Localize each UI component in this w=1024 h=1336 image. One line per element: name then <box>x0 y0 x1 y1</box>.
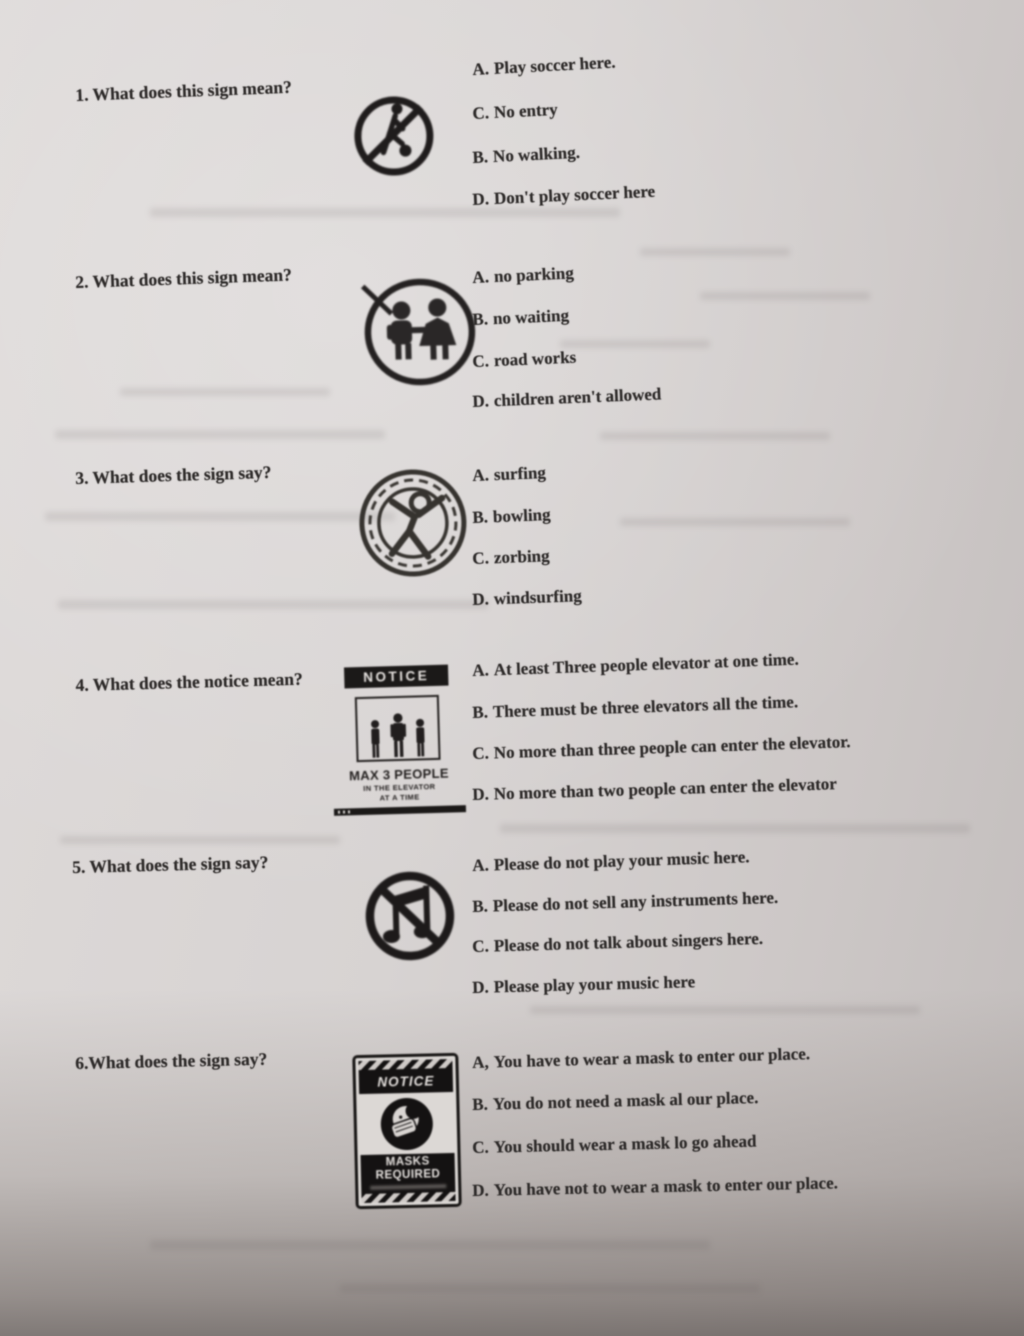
answer-option <box>472 847 750 876</box>
option-text: No walking. <box>492 142 581 166</box>
answer-option <box>472 732 851 764</box>
option-label: A. <box>472 267 490 287</box>
answer-option <box>472 972 695 998</box>
person-silhouette-icon <box>389 713 407 757</box>
answer-option <box>472 143 580 168</box>
zorbing-sign-icon <box>353 463 473 583</box>
answer-option <box>472 53 616 80</box>
max-people-text: MAX 3 PEOPLE <box>348 765 450 784</box>
option-text: You do not need a mask al our place. <box>492 1088 759 1114</box>
answer-option <box>472 586 582 610</box>
question-text: 2. What does this sign mean? <box>75 264 293 292</box>
option-text: road works <box>493 347 577 371</box>
option-label: A. <box>472 660 490 680</box>
answer-option <box>472 546 550 569</box>
option-text: There must be three elevators all the time. <box>492 692 799 722</box>
answer-option <box>472 1173 838 1201</box>
option-label: C. <box>472 103 490 123</box>
elevator-people-box <box>355 695 441 762</box>
option-label: B. <box>472 507 489 527</box>
option-text: No more than three people can enter the elevator. <box>493 732 851 763</box>
option-text: no waiting <box>492 305 570 329</box>
option-label: C. <box>472 548 490 568</box>
option-text: Please do not talk about singers here. <box>493 928 764 956</box>
answer-option <box>472 384 662 412</box>
option-label: A. <box>472 855 490 875</box>
option-text: Please play your music here <box>493 972 696 997</box>
option-label: C. <box>472 743 490 763</box>
no-children-sign <box>361 276 480 394</box>
option-label: D. <box>472 589 490 609</box>
zorbing-sign <box>353 463 473 588</box>
option-label: D. <box>472 977 490 997</box>
option-text: Don't play soccer here <box>493 181 656 209</box>
option-text: Play soccer here. <box>493 52 616 78</box>
answer-option <box>472 650 799 681</box>
no-soccer-sign <box>348 90 439 186</box>
no-music-sign-icon <box>359 865 462 968</box>
option-label: A. <box>472 59 490 79</box>
masks-required-band <box>361 1153 456 1194</box>
option-text: zorbing <box>493 546 550 568</box>
option-label: B. <box>472 309 489 329</box>
no-soccer-sign-icon <box>348 90 439 181</box>
no-children-sign-icon <box>361 276 480 389</box>
option-label: B. <box>472 147 489 167</box>
fine-print-smudge <box>371 1184 446 1190</box>
answer-option <box>472 182 656 210</box>
option-label: B. <box>472 702 489 722</box>
question-text: 4. What does the notice mean? <box>75 668 304 695</box>
required-text: REQUIRED <box>375 1168 441 1182</box>
option-text: You have to wear a mask to enter our place. <box>493 1044 811 1072</box>
answer-option <box>472 888 778 917</box>
answer-option <box>472 774 837 805</box>
option-text: bowling <box>492 504 551 527</box>
footer-bar <box>334 805 466 815</box>
answer-option <box>472 1088 759 1115</box>
question-text: 1. What does this sign mean? <box>75 76 293 105</box>
face-mask-icon <box>379 1096 434 1151</box>
option-label: A, <box>472 1052 490 1072</box>
masks-text: MASKS <box>385 1155 430 1169</box>
question-text: 5. What does the sign say? <box>72 851 269 877</box>
no-music-sign <box>359 865 462 973</box>
answer-option <box>472 929 763 957</box>
option-text: Please do not sell any instruments here. <box>492 887 779 916</box>
at-a-time-text: AT A TIME <box>379 792 420 803</box>
option-label: D. <box>472 189 490 209</box>
hazard-stripe <box>361 1192 455 1203</box>
person-silhouette-icon <box>414 718 428 756</box>
person-silhouette-icon <box>368 719 382 757</box>
option-text: You should wear a mask lo go ahead <box>493 1131 757 1157</box>
elevator-notice-sign <box>330 664 466 815</box>
option-text: Please do not play your music here. <box>493 847 750 875</box>
option-text: windsurfing <box>493 586 583 609</box>
notice-header: NOTICE <box>344 665 449 689</box>
option-label: C. <box>472 936 490 956</box>
masks-required-sign <box>352 1053 461 1209</box>
option-text: No more than two people can enter the elevator <box>493 774 838 804</box>
option-label: D. <box>472 391 490 411</box>
option-label: C. <box>472 1137 489 1157</box>
option-label: C. <box>472 351 490 371</box>
option-text: no parking <box>493 263 575 287</box>
answer-option <box>472 100 558 124</box>
answer-option <box>472 463 546 486</box>
option-label: B. <box>472 1094 489 1114</box>
answer-option <box>472 306 569 330</box>
answer-option <box>472 505 551 528</box>
option-label: A. <box>472 465 490 485</box>
option-label: D. <box>472 784 490 804</box>
option-label: D. <box>472 1180 489 1200</box>
answer-option <box>472 1132 757 1158</box>
answer-option <box>472 1044 810 1073</box>
answer-option <box>472 692 798 723</box>
option-text: At least Three people elevator at one time. <box>493 649 799 680</box>
mask-icon-area <box>359 1092 454 1155</box>
footer-bar-marks <box>338 810 350 813</box>
question-text: 6.What does the sign say? <box>75 1048 268 1073</box>
answer-option <box>472 263 574 288</box>
in-elevator-text: IN THE ELEVATOR <box>363 781 436 793</box>
option-text: children aren't allowed <box>493 384 662 411</box>
option-text: surfing <box>493 463 547 485</box>
question-text: 3. What does the sign say? <box>75 461 272 488</box>
notice-header: NOTICE <box>359 1068 454 1094</box>
option-text: You have not to wear a mask to enter our place. <box>493 1173 839 1200</box>
option-text: No entry <box>493 99 559 122</box>
option-label: B. <box>472 896 489 916</box>
answer-option <box>472 348 577 372</box>
